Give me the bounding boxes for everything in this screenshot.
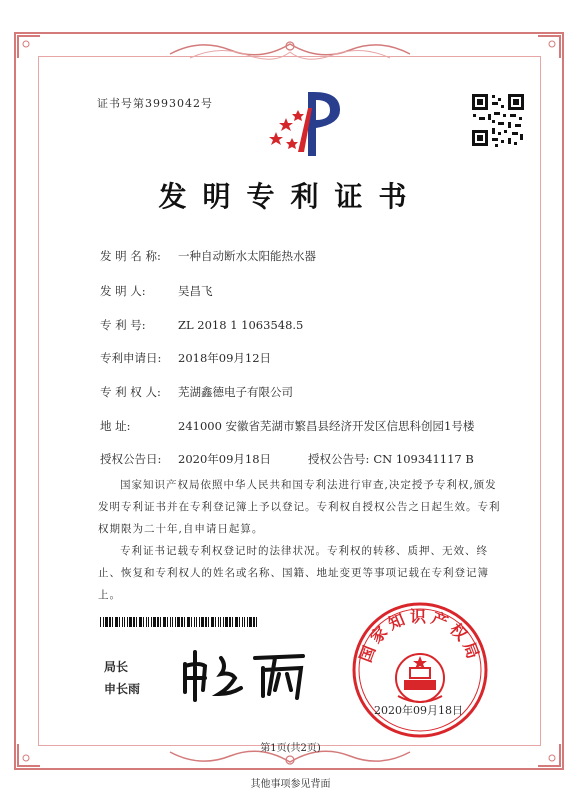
field-label: 专利申请日: xyxy=(100,351,162,365)
page-number: 第1页(共2页) xyxy=(260,743,321,754)
field-label: 发 明 名 称: xyxy=(100,249,161,263)
field-value: 2018年09月12日 xyxy=(178,351,272,365)
certificate-paragraph: 国家知识产权局依照中华人民共和国专利法进行审查,决定授予专利权,颁发发明专利证书并在专利登记簿上予以登记。专利权自授权公告之日起生效。专利权期限为二十年,自申请日起算。 xyxy=(98,479,501,535)
signatory-title: 局长 xyxy=(104,660,129,674)
ornament-top xyxy=(160,34,420,66)
field-value: 2020年09月18日 xyxy=(178,452,272,466)
field-value: 芜湖鑫德电子有限公司 xyxy=(178,385,293,399)
field-value: CN 109341117 B xyxy=(373,452,474,466)
field-value: 一种自动断水太阳能热水器 xyxy=(178,249,316,263)
signatory-name: 申长雨 xyxy=(104,682,141,696)
field-label: 授权公告号: xyxy=(308,452,370,466)
handwritten-signature xyxy=(175,644,315,704)
page-title: 发明专利证书 xyxy=(158,180,423,213)
field-filing-date xyxy=(100,350,271,366)
field-patent-number xyxy=(100,317,303,333)
official-seal xyxy=(350,600,490,740)
field-address xyxy=(100,418,474,434)
qr-code-icon xyxy=(470,92,526,148)
footer-note: 其他事项参见背面 xyxy=(250,779,331,790)
corner-ornament xyxy=(16,34,42,60)
certificate-number: 证书号第3993042号 xyxy=(97,97,213,110)
field-value: ZL 2018 1 1063548.5 xyxy=(178,318,304,332)
field-label: 地 址: xyxy=(100,419,131,433)
corner-ornament xyxy=(536,34,562,60)
svg-text:国家知识产权局: 国家知识产权局 xyxy=(355,607,485,665)
seal-date: 2020年09月18日 xyxy=(374,704,463,717)
certificate-paragraph: 专利证书记载专利权登记时的法律状况。专利权的转移、质押、无效、终止、恢复和专利权人的姓名或名称、国籍、地址变更等事项记载在专利登记簿上。 xyxy=(98,545,489,601)
field-inventor xyxy=(100,283,213,299)
patent-office-logo-icon xyxy=(262,88,344,160)
field-patentee xyxy=(100,384,293,400)
field-invention-name xyxy=(100,248,316,264)
field-grant-date xyxy=(100,451,271,467)
field-label: 授权公告日: xyxy=(100,452,162,466)
field-label: 专 利 号: xyxy=(100,318,146,332)
field-label: 专 利 权 人: xyxy=(100,385,161,399)
barcode-icon xyxy=(100,617,260,627)
field-label: 发 明 人: xyxy=(100,284,146,298)
field-value: 吴昌飞 xyxy=(178,284,213,298)
field-value: 241000 安徽省芜湖市繁昌县经济开发区信思科创园1号楼 xyxy=(178,419,475,433)
field-grant-publication xyxy=(308,451,474,467)
